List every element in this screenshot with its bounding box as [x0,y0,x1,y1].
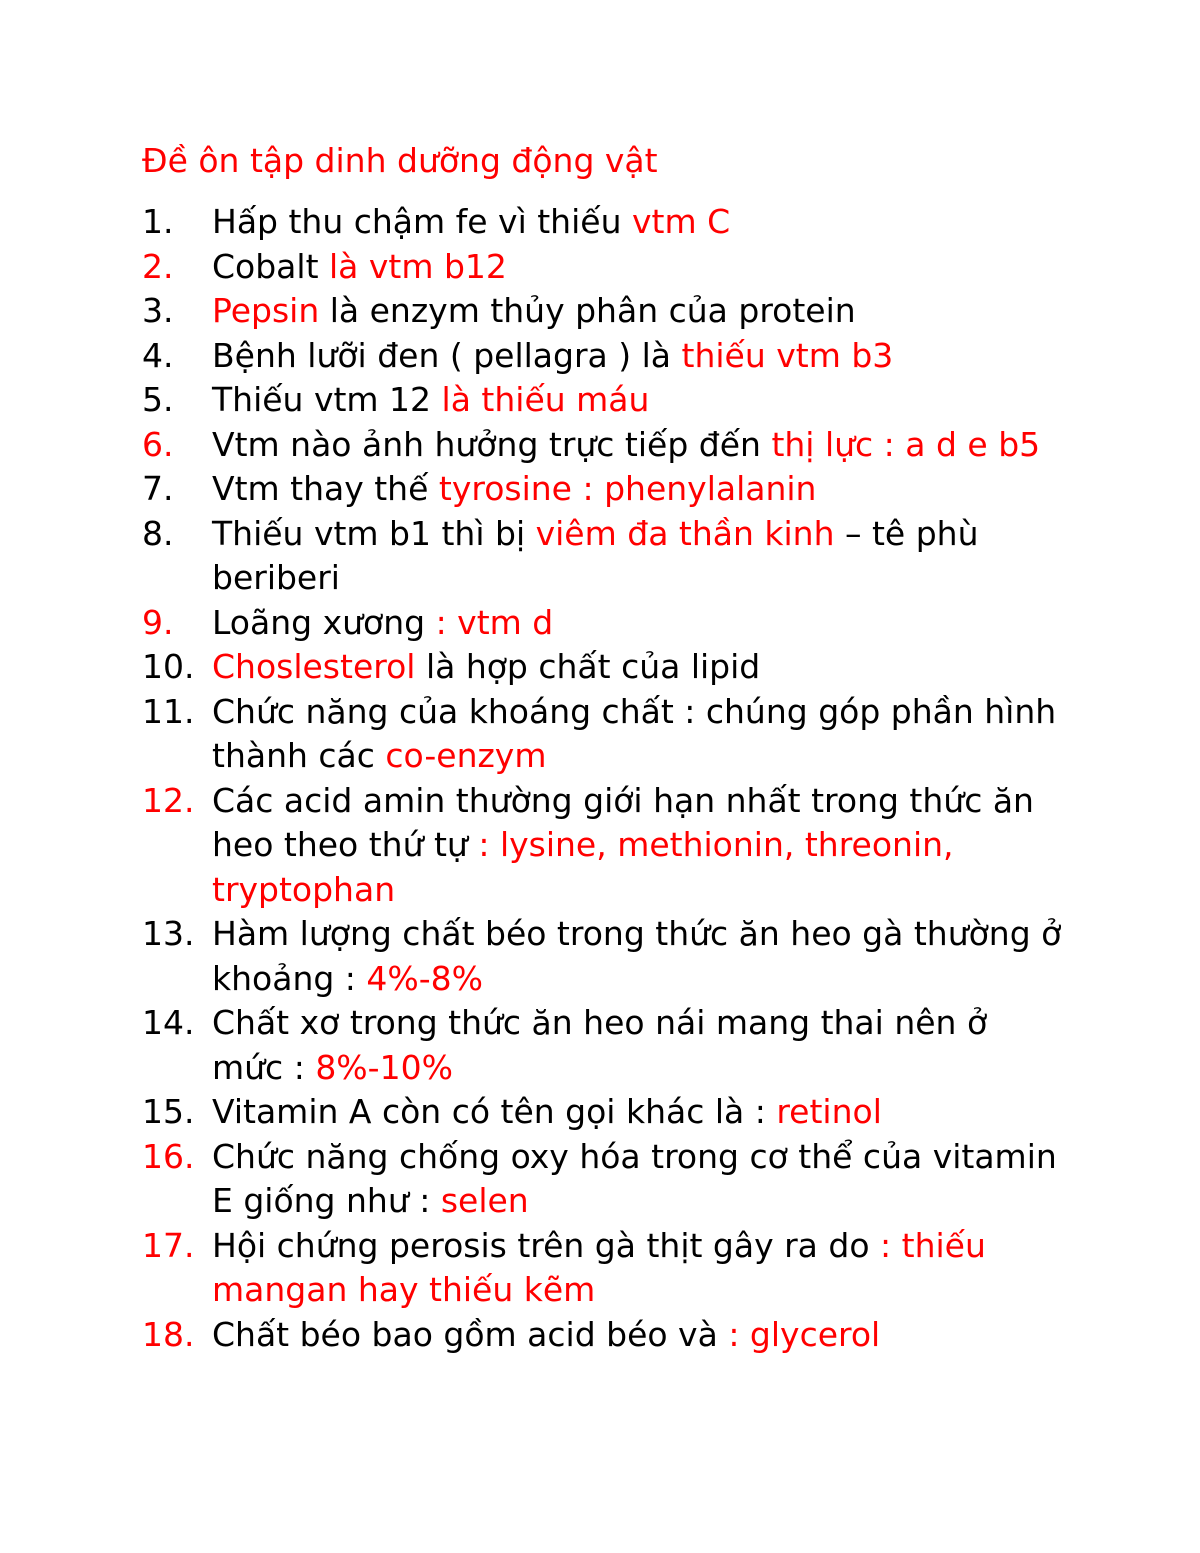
item-text [212,690,1062,779]
question-text: Vtm nào ảnh hưởng trực tiếp đến [212,424,772,464]
question-text: là enzym thủy phân của protein [319,291,856,330]
question-text: Thiếu vtm b1 thì bị [212,513,536,553]
question-text: – tê phù beriberi [212,513,979,597]
list-item [142,912,1062,1001]
item-number: 2. [142,246,174,286]
item-number: 14. [142,1003,195,1042]
item-text [212,1135,1062,1224]
question-text: Vitamin A còn có tên gọi khác là : [212,1092,777,1131]
list-item [142,1224,1062,1313]
list-item [142,690,1062,779]
question-text: Chức năng của khoáng chất : chúng góp phần hình thành các [212,691,1057,775]
item-number: 15. [142,1092,195,1131]
list-item [142,467,1062,512]
item-text [212,467,1062,512]
item-text [212,645,1062,690]
answer-text: là vtm b12 [329,246,507,286]
question-text: Hội chứng perosis trên gà thịt gây ra do [212,1225,881,1265]
item-text [212,779,1062,913]
list-item [142,779,1062,913]
item-number: 3. [142,291,174,330]
answer-text: Pepsin [212,291,320,330]
answer-text: tyrosine : phenylalanin [438,469,817,508]
document-title: Đề ôn tập dinh dưỡng động vật [142,141,658,180]
question-text: là hợp chất của lipid [415,647,761,686]
answer-text: viêm đa thần kinh [535,513,835,553]
question-text: Chất xơ trong thức ăn heo nái mang thai nên ở mức : [212,1003,988,1087]
item-text [212,423,1062,468]
question-text: Vtm thay thế [212,469,439,508]
item-number: 16. [142,1136,195,1176]
answer-text: vtm C [631,202,731,241]
item-number: 1. [142,202,174,241]
list-item [142,645,1062,690]
document-page [142,138,1062,1357]
item-text [212,1313,1062,1358]
list-item [142,1135,1062,1224]
question-text: Loãng xương [212,602,436,642]
question-text: Các acid amin thường giới hạn nhất trong thức ăn heo theo thứ tự [212,780,1034,864]
answer-text: : vtm d [435,602,554,642]
list-item [142,1001,1062,1090]
list-item [142,601,1062,646]
answer-text: 4%-8% [366,958,484,998]
item-text [212,289,1062,334]
question-text: Hấp thu chậm fe vì thiếu [212,202,632,241]
item-number: 9. [142,602,174,642]
item-number: 4. [142,335,174,375]
item-text [212,200,1062,245]
list-item [142,1090,1062,1135]
answer-text: : glycerol [728,1314,881,1354]
item-text [212,601,1062,646]
item-number: 13. [142,914,195,953]
item-number: 17. [142,1225,195,1265]
item-text [212,1224,1062,1313]
answer-text: : lysine, methionin, threonin, tryptophan [212,825,954,909]
answer-text: 8%-10% [315,1047,453,1087]
answer-text: co-enzym [385,736,547,775]
answer-text: là thiếu máu [441,380,650,419]
item-number: 7. [142,469,174,508]
list-item [142,1313,1062,1358]
question-text: Chức năng chống oxy hóa trong cơ thể của vitamin E giống như : [212,1136,1057,1220]
question-list [142,200,1062,1357]
question-text: Thiếu vtm 12 [212,380,442,419]
list-item [142,378,1062,423]
answer-text: thiếu vtm b3 [681,335,894,375]
list-item [142,245,1062,290]
question-text: Chất béo bao gồm acid béo và [212,1314,729,1354]
answer-text: Choslesterol [212,647,416,686]
answer-text: : thiếu mangan hay thiếu kẽm [212,1225,986,1309]
question-text: Hàm lượng chất béo trong thức ăn heo gà thường ở khoảng : [212,914,1062,998]
item-number: 12. [142,780,195,820]
item-number: 11. [142,691,195,731]
list-item [142,423,1062,468]
item-number: 6. [142,424,174,464]
list-item [142,334,1062,379]
list-item [142,512,1062,601]
item-text [212,912,1062,1001]
answer-text: selen [440,1181,529,1220]
item-text [212,334,1062,379]
item-number: 5. [142,380,174,419]
item-text [212,1001,1062,1090]
item-number: 18. [142,1314,195,1354]
question-text: Bệnh lưỡi đen ( pellagra ) là [212,335,682,375]
item-text [212,245,1062,290]
item-number: 8. [142,513,174,553]
question-text: Cobalt [212,246,329,286]
item-text [212,378,1062,423]
item-text [212,512,1062,601]
answer-text: thị lực : a d e b5 [771,424,1041,464]
item-text [212,1090,1062,1135]
answer-text: retinol [776,1092,882,1131]
list-item [142,200,1062,245]
item-number: 10. [142,647,195,686]
list-item [142,289,1062,334]
